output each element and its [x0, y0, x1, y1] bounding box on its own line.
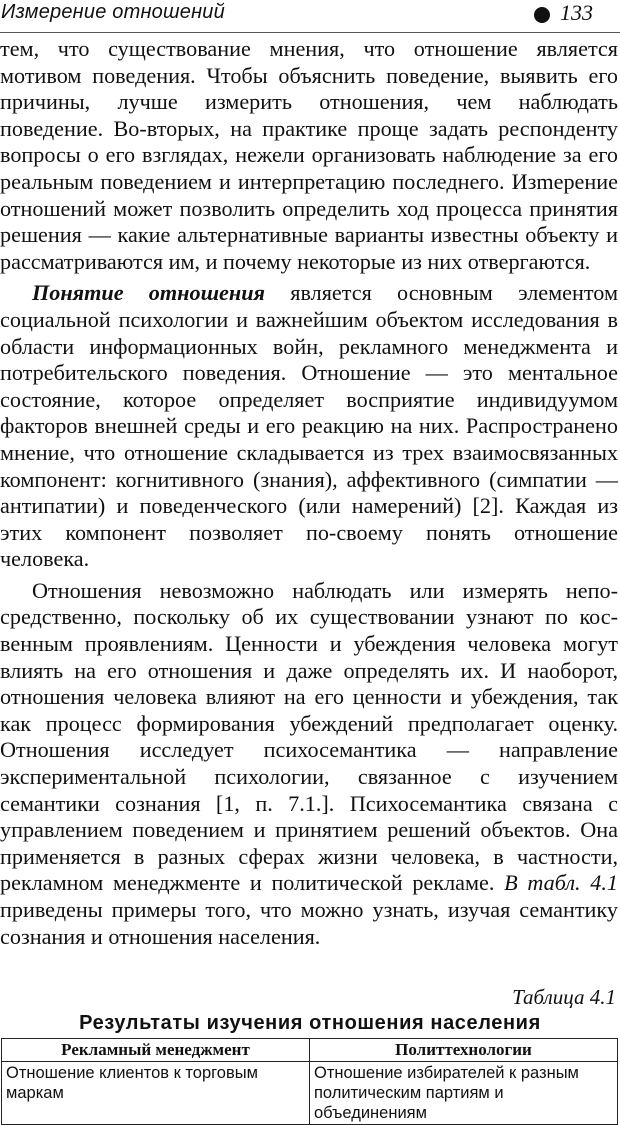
table-cell: Отношение избирателей к разным политическим партиям и объединениям: [310, 1062, 618, 1125]
paragraph-1-text: тем, что существование мнения, что отношение является мотивом поведения. Чтобы объяснить поведение, выявить его причины, лучше измерить отношения, чем наблюдать поведение. Во-вторых, на практике проще задать респонденту вопросы о его взглядах, нежели организовать наблюдение за его реальным поведением и интерпретацию последнего. Изmерение отношений может позволить определить ход процесса принятия решения — какие альтернативные варианты известны объекту и рассматриваются им, и почему некоторые из них отвергаются.: [0, 36, 618, 274]
body-text: [0, 36, 618, 955]
running-title: Измерение отношений: [1, 1, 225, 23]
column-header-political: Политтехнологии: [310, 1039, 618, 1062]
paragraph-2: [0, 280, 618, 573]
term-attitude: Понятие отношения: [32, 280, 265, 306]
page-header: [0, 0, 620, 34]
table-row: [2, 1062, 618, 1125]
paragraph-3-text: Отношения невозможно наблюдать или измерять непосредственно, поскольку об их существовании узнают по косвенным проявлениям. Ценности и убеждения человека могут влиять на его отношения и даже определять их. И наоборот, отношения человека влияют на его ценности и убеждения, так как процесс формирования убеждений предполагает оценку. Отношения исследует психосемантика — направление экспериментальной психологии, связанное с изучением семантики сознания [1, п. 7.1.]. Психосемантика связана с управлением поведением и принятием решений объектов. Она применяется в разных сферах жизни человека, в частности, рекламном менеджменте и политической рекламе.: [0, 577, 618, 896]
table-title: Результаты изучения отношения населения: [79, 1012, 541, 1034]
table-reference: В табл. 4.1: [504, 870, 618, 896]
paragraph-3-tail: приведены примеры того, что можно узнать, изучая семантику сознания и отношения населения.: [0, 897, 618, 949]
paragraph-2-text: является основным элементом социальной психологии и важнейшим объектом исследования в области информационных войн, рекламного менеджмента и потребительского поведения. Отношение — это ментальное состояние, которое определяет восприятие индивидуумом факторов внешней среды и его реакцию на них. Распространено мнение, что отношение складывается из трех взаимосвязанных компонент: когнитивного (знания), аффективного (симпатии — антипатии) и поведенческого (или намерений) [2]. Каждая из этих компонент позволяет по-своему понять отношение человека.: [0, 280, 618, 572]
table-header-row: [2, 1039, 618, 1062]
paragraph-1: [0, 36, 618, 275]
page-number: 133: [560, 0, 593, 25]
header-rule: [0, 32, 620, 33]
table-caption: Таблица 4.1: [512, 985, 616, 1009]
results-table: [1, 1038, 618, 1125]
bullet-icon: [534, 7, 550, 23]
column-header-advertising: Рекламный менеджмент: [2, 1039, 310, 1062]
table-cell: Отношение клиентов к торговым маркам: [2, 1062, 310, 1125]
paragraph-3: [0, 578, 618, 950]
